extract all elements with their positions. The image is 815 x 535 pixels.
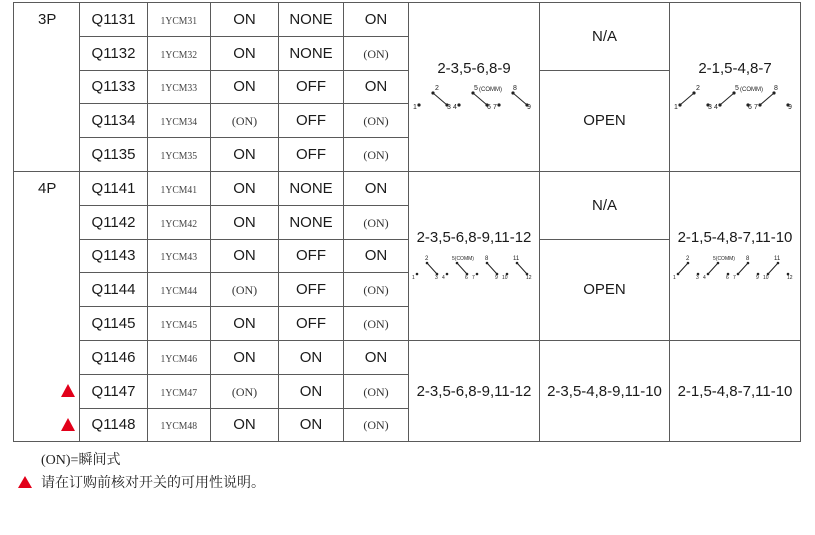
position-1 <box>211 138 279 172</box>
position-center <box>279 273 344 307</box>
diagram-label: 3 <box>447 104 451 112</box>
pole-count: 3P <box>14 3 80 172</box>
position-1-value: ON <box>233 179 256 197</box>
model-number <box>80 307 148 341</box>
contact-diagram-4p <box>412 252 536 282</box>
position-center-value: NONE <box>289 10 333 28</box>
diagram-label: 6 <box>465 275 468 282</box>
position-center <box>279 171 344 205</box>
position-2-value: (ON) <box>363 418 389 433</box>
circuit-center-na <box>540 171 670 239</box>
circuit-right <box>670 340 801 441</box>
pole-count: 4P <box>14 171 80 441</box>
model-text: Q1135 <box>91 146 136 164</box>
part-code <box>148 3 211 37</box>
part-code <box>148 374 211 408</box>
position-2-value: (ON) <box>363 114 389 129</box>
part-code <box>148 273 211 307</box>
model-text: Q1134 <box>91 112 136 130</box>
position-center-value: OFF <box>296 281 326 299</box>
model-number <box>80 171 148 205</box>
position-center <box>279 205 344 239</box>
diagram-label: 3 <box>708 104 712 112</box>
diagram-label: 8 <box>746 256 750 263</box>
part-code <box>148 171 211 205</box>
position-center-value: OFF <box>296 146 326 164</box>
model-number <box>80 340 148 374</box>
part-code-text: 1YCM33 <box>160 82 198 95</box>
position-center-value: OFF <box>296 247 326 265</box>
position-center <box>279 340 344 374</box>
switch-spec-table <box>13 2 801 442</box>
diagram-label: 7 <box>733 275 736 282</box>
circuit-center-open-text: OPEN <box>583 281 626 299</box>
part-code <box>148 205 211 239</box>
position-center-value: OFF <box>296 315 326 333</box>
position-1-value: ON <box>233 146 256 164</box>
position-2 <box>344 239 409 273</box>
position-2 <box>344 408 409 442</box>
position-1 <box>211 104 279 138</box>
model-number <box>80 205 148 239</box>
diagram-comm-label: (COMM) <box>740 87 763 94</box>
position-center-value: NONE <box>289 179 333 197</box>
warning-triangle-icon <box>61 384 75 397</box>
position-1 <box>211 374 279 408</box>
position-center-value: ON <box>299 382 323 400</box>
legend-momentary: (ON)=瞬间式 <box>41 453 121 468</box>
model-number <box>80 70 148 104</box>
position-center <box>279 138 344 172</box>
part-code-text: 1YCM41 <box>160 183 198 196</box>
part-code <box>148 104 211 138</box>
part-code <box>148 408 211 442</box>
position-1 <box>211 70 279 104</box>
model-number <box>80 374 148 408</box>
diagram-label: 5 <box>735 85 739 93</box>
model-text: Q1147 <box>91 382 136 400</box>
position-2 <box>344 374 409 408</box>
position-1 <box>211 307 279 341</box>
circuit-center <box>540 340 670 441</box>
position-2 <box>344 171 409 205</box>
position-2 <box>344 307 409 341</box>
diagram-label: 9 <box>788 104 792 112</box>
diagram-label: 2 <box>686 256 690 263</box>
position-1 <box>211 205 279 239</box>
position-1-value: ON <box>233 44 256 62</box>
position-2-value: (ON) <box>363 283 389 298</box>
circuit-center-text: 2-3,5-4,8-9,11-10 <box>547 382 662 400</box>
circuit-right <box>670 3 801 172</box>
diagram-label: 11 <box>513 256 520 263</box>
position-center <box>279 374 344 408</box>
position-1-value: ON <box>233 213 256 231</box>
circuit-center-open-text: OPEN <box>583 112 626 130</box>
diagram-label: 6 <box>487 104 491 112</box>
circuit-center-na <box>540 3 670 71</box>
position-center <box>279 70 344 104</box>
diagram-comm-label: (COMM) <box>479 87 502 94</box>
circuit-right <box>670 171 801 340</box>
position-2 <box>344 138 409 172</box>
diagram-label: 4 <box>703 275 706 282</box>
position-center <box>279 408 344 442</box>
position-center <box>279 3 344 37</box>
diagram-label: 9 <box>527 104 531 112</box>
diagram-label: 1 <box>673 275 676 282</box>
diagram-label: 6 <box>748 104 752 112</box>
position-center-value: NONE <box>289 213 333 231</box>
position-1 <box>211 36 279 70</box>
circuit-left <box>409 3 540 172</box>
part-code-text: 1YCM32 <box>160 48 198 61</box>
circuit-center-na-text: N/A <box>591 27 617 45</box>
position-2-value: (ON) <box>363 148 389 163</box>
diagram-label: 11 <box>774 256 781 263</box>
circuit-left <box>409 171 540 340</box>
model-number <box>80 104 148 138</box>
position-1-value: ON <box>233 348 256 366</box>
position-2 <box>344 36 409 70</box>
position-1 <box>211 340 279 374</box>
diagram-label: 1 <box>674 104 678 112</box>
position-2 <box>344 3 409 37</box>
diagram-label: 9 <box>756 275 759 282</box>
part-code-text: 1YCM48 <box>160 420 198 433</box>
position-2 <box>344 340 409 374</box>
position-1 <box>211 408 279 442</box>
table-row <box>14 3 801 37</box>
contact-diagram-3p <box>674 83 796 113</box>
position-center-value: ON <box>299 348 323 366</box>
circuit-center-open <box>540 239 670 340</box>
table-row <box>14 340 801 374</box>
part-code-text: 1YCM46 <box>160 352 198 365</box>
diagram-label: 2 <box>435 85 439 93</box>
position-2 <box>344 104 409 138</box>
position-2 <box>344 70 409 104</box>
diagram-label: 3 <box>696 275 699 282</box>
circuit-right-text: 2-1,5-4,8-7,11-10 <box>677 382 793 400</box>
position-center-value: ON <box>299 416 323 434</box>
position-2 <box>344 205 409 239</box>
diagram-label: 8 <box>485 256 489 263</box>
diagram-label: 10 <box>502 275 508 282</box>
position-center <box>279 36 344 70</box>
diagram-label: 2 <box>425 256 429 263</box>
position-2 <box>344 273 409 307</box>
part-code <box>148 340 211 374</box>
diagram-label: 1 <box>412 275 415 282</box>
model-number <box>80 138 148 172</box>
diagram-label: 3 <box>435 275 438 282</box>
contact-diagram-3p <box>413 83 535 113</box>
position-1-value: ON <box>233 416 256 434</box>
position-2-value: (ON) <box>363 215 389 230</box>
availability-note <box>18 472 265 492</box>
position-2-value: ON <box>364 179 388 197</box>
circuit-left-text: 2-3,5-6,8-9,11-12 <box>416 382 532 400</box>
part-code <box>148 307 211 341</box>
circuit-right-text: 2-1,5-4,8-7 <box>698 60 772 78</box>
availability-note-text: 请在订购前核对开关的可用性说明。 <box>41 476 265 491</box>
position-center-value: NONE <box>289 44 333 62</box>
diagram-label: 4 <box>442 275 445 282</box>
part-code-text: 1YCM35 <box>160 150 198 163</box>
part-code-text: 1YCM45 <box>160 319 198 332</box>
position-2-value: (ON) <box>363 384 389 399</box>
model-text: Q1145 <box>91 315 136 333</box>
position-1 <box>211 273 279 307</box>
model-text: Q1132 <box>91 44 136 62</box>
diagram-label: 12 <box>787 275 793 282</box>
part-code <box>148 36 211 70</box>
model-text: Q1143 <box>91 247 136 265</box>
diagram-label: 8 <box>774 85 778 93</box>
warning-triangle-icon <box>18 476 32 488</box>
position-1-value: ON <box>233 78 256 96</box>
model-text: Q1133 <box>91 78 136 96</box>
position-2-value: ON <box>364 10 388 28</box>
circuit-right-text: 2-1,5-4,8-7,11-10 <box>677 229 793 247</box>
part-code-text: 1YCM31 <box>160 14 198 27</box>
position-2-value: ON <box>364 247 388 265</box>
model-text: Q1142 <box>91 213 136 231</box>
position-1 <box>211 3 279 37</box>
model-text: Q1146 <box>91 348 136 366</box>
position-center-value: OFF <box>296 78 326 96</box>
diagram-label: 5 <box>474 85 478 93</box>
model-number <box>80 3 148 37</box>
circuit-left-text: 2-3,5-6,8-9 <box>437 60 511 78</box>
position-1-value: ON <box>233 315 256 333</box>
position-1-value: (ON) <box>231 283 258 298</box>
diagram-label: 7 <box>472 275 475 282</box>
part-code <box>148 239 211 273</box>
position-center <box>279 307 344 341</box>
warning-triangle-icon <box>61 418 75 431</box>
part-code-text: 1YCM42 <box>160 217 198 230</box>
model-text: Q1148 <box>91 416 136 434</box>
model-number <box>80 273 148 307</box>
model-number <box>80 36 148 70</box>
circuit-center-open <box>540 70 670 171</box>
part-code-text: 1YCM43 <box>160 251 198 264</box>
diagram-label: 1 <box>413 104 417 112</box>
part-code-text: 1YCM47 <box>160 386 198 399</box>
contact-diagram-4p <box>673 252 797 282</box>
position-center <box>279 104 344 138</box>
diagram-label: 4 <box>714 104 718 112</box>
part-code <box>148 138 211 172</box>
model-number <box>80 239 148 273</box>
model-text: Q1131 <box>91 10 136 28</box>
diagram-label: 10 <box>763 275 769 282</box>
position-center <box>279 239 344 273</box>
circuit-left-text: 2-3,5-6,8-9,11-12 <box>416 229 532 247</box>
position-center-value: OFF <box>296 112 326 130</box>
model-text: Q1141 <box>91 179 136 197</box>
diagram-label: 6 <box>726 275 729 282</box>
diagram-label: 9 <box>495 275 498 282</box>
diagram-label: 4 <box>453 104 457 112</box>
diagram-comm-label: 5(COMM) <box>713 256 735 263</box>
part-code <box>148 70 211 104</box>
diagram-label: 2 <box>696 85 700 93</box>
position-2-value: ON <box>364 78 388 96</box>
diagram-label: 12 <box>526 275 532 282</box>
position-1-value: ON <box>233 10 256 28</box>
model-number <box>80 408 148 442</box>
position-1-value: (ON) <box>231 384 258 399</box>
diagram-label: 7 <box>754 104 758 112</box>
position-1-value: (ON) <box>231 114 258 129</box>
part-code-text: 1YCM44 <box>160 285 198 298</box>
circuit-left <box>409 340 540 441</box>
diagram-comm-label: 5(COMM) <box>452 256 474 263</box>
diagram-label: 8 <box>513 85 517 93</box>
position-2-value: ON <box>364 348 388 366</box>
circuit-center-na-text: N/A <box>591 196 617 214</box>
position-2-value: (ON) <box>363 317 389 332</box>
table-row <box>14 171 801 205</box>
position-1-value: ON <box>233 247 256 265</box>
part-code-text: 1YCM34 <box>160 116 198 129</box>
position-2-value: (ON) <box>363 46 389 61</box>
model-text: Q1144 <box>91 281 136 299</box>
position-1 <box>211 239 279 273</box>
position-1 <box>211 171 279 205</box>
diagram-label: 7 <box>493 104 497 112</box>
